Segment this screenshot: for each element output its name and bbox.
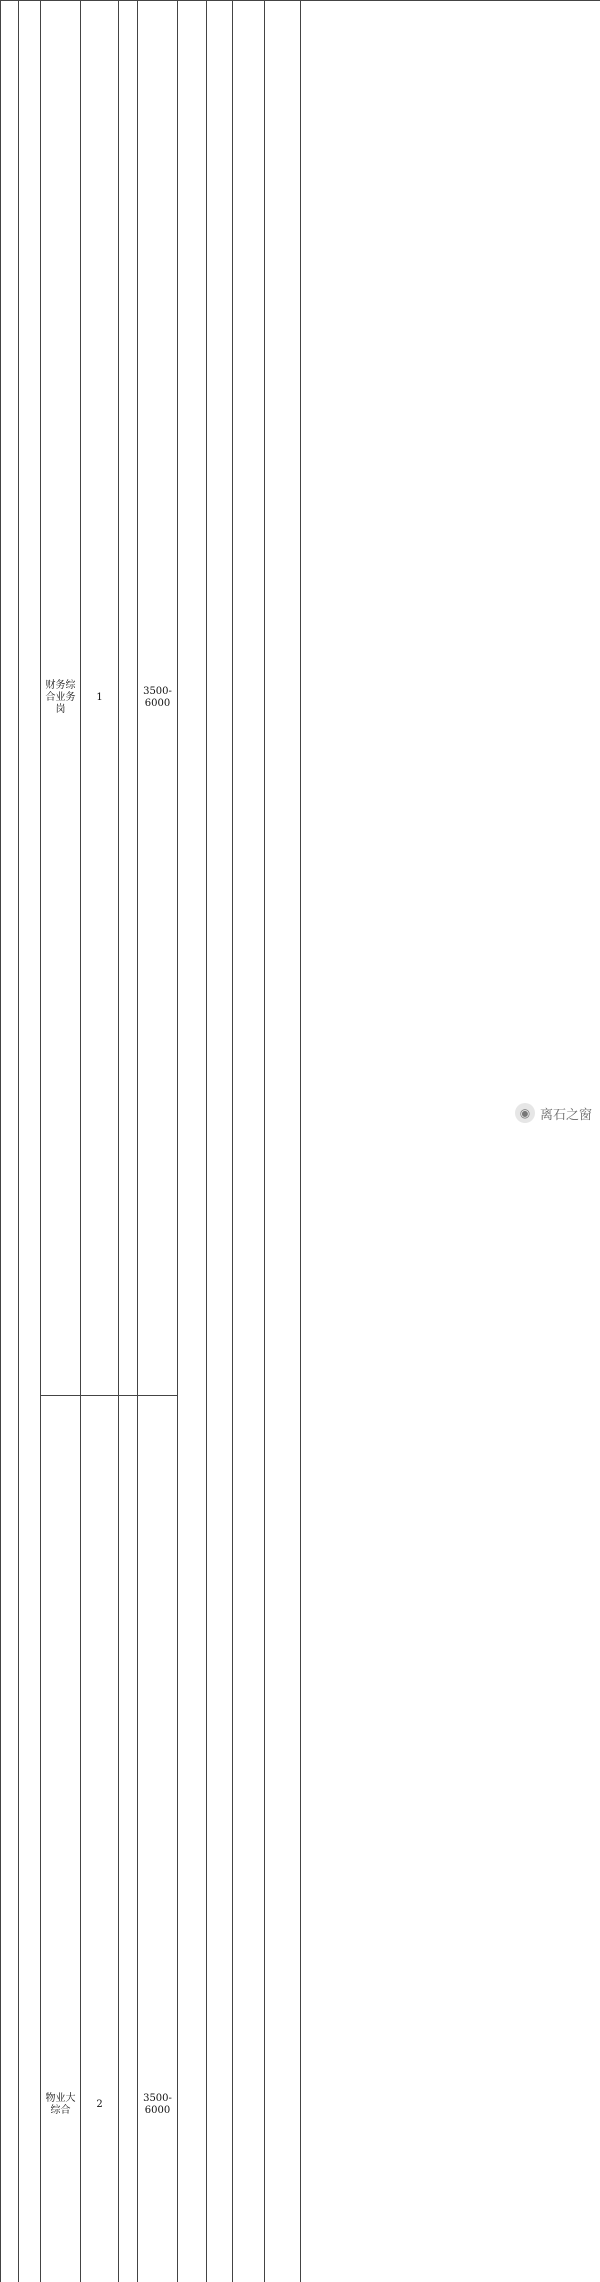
job-title-text: 财务综合业务岗	[46, 680, 76, 715]
company-address	[265, 1, 301, 2282]
job-row	[1, 1, 600, 1396]
job-title	[41, 1396, 81, 2282]
job-count-text: 2	[96, 2099, 102, 2110]
job-count	[81, 1, 119, 1396]
blank-address-cell	[301, 1, 600, 2282]
wechat-icon: ◉	[515, 1103, 535, 1123]
watermark-text: 离石之窗	[540, 1104, 592, 1123]
company-name	[19, 1, 41, 2282]
blank-cell	[119, 1, 138, 1396]
contact-phone	[207, 1, 233, 2282]
contact-person	[178, 1, 207, 2282]
blank-cell	[119, 1396, 138, 2282]
job-salary-text: 3500-6000	[143, 2093, 172, 2116]
job-salary	[138, 1396, 178, 2282]
watermark	[515, 1103, 592, 1123]
job-title-text: 物业大综合	[46, 2093, 76, 2116]
job-title	[41, 1, 81, 1396]
job-count	[81, 1396, 119, 2282]
job-count-text: 1	[96, 692, 102, 703]
blank-contact-cell	[233, 1, 265, 2282]
job-salary-text: 3500-6000	[143, 686, 172, 709]
company-index	[1, 1, 19, 2282]
job-salary	[138, 1, 178, 1396]
